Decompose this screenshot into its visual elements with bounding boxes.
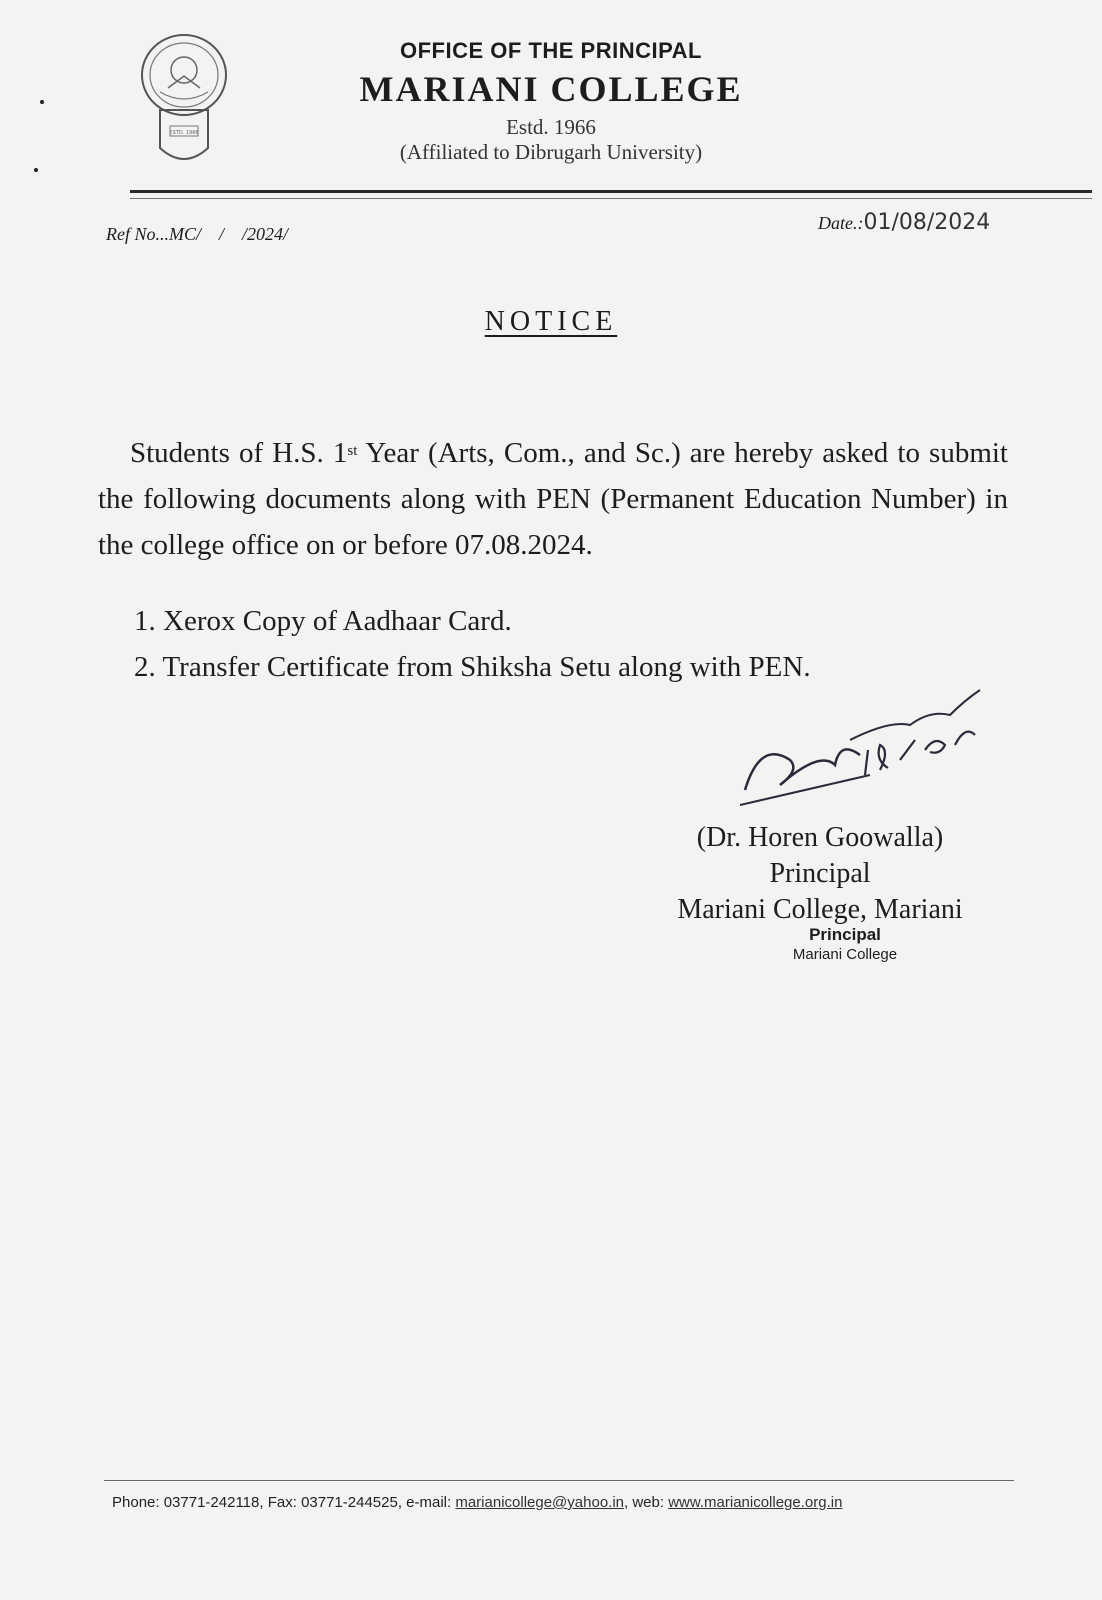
body-part2: Year (Arts, Com., and Sc.) are hereby asked to submit the following documents along with PEN (Permanent Education Number) in the college office on or before 07.08.2024. xyxy=(98,437,1008,561)
email-link[interactable]: marianicollege@yahoo.in xyxy=(455,1494,624,1511)
header-divider-thin xyxy=(130,198,1092,199)
website-link[interactable]: www.marianicollege.org.in xyxy=(668,1494,843,1511)
notice-body xyxy=(98,430,1008,568)
scan-speck xyxy=(34,168,38,172)
stamp-line1: Principal xyxy=(809,925,881,944)
reference-number: Ref No...MC/ / /2024/ xyxy=(106,224,288,244)
body-superscript: st xyxy=(347,443,358,459)
footer-contact xyxy=(112,1494,842,1511)
body-part1: Students of H.S. 1 xyxy=(130,437,348,469)
date-value: 01/08/2024 xyxy=(863,210,991,235)
svg-text:ESTD. 1966: ESTD. 1966 xyxy=(169,130,199,136)
document-list xyxy=(134,598,811,690)
handwritten-signature xyxy=(740,680,990,820)
signatory-name: (Dr. Horen Goowalla) xyxy=(696,822,944,853)
fax-number: 03771-244525 xyxy=(301,1494,398,1511)
affiliation: (Affiliated to Dibrugarh University) xyxy=(399,140,703,164)
web-label: , web: xyxy=(624,1494,669,1511)
established-year: Estd. 1966 xyxy=(506,115,596,139)
signature-block xyxy=(640,820,1000,928)
email-label: , e-mail: xyxy=(397,1494,456,1511)
phone-number: 03771-242118 xyxy=(163,1494,260,1511)
header-divider xyxy=(130,190,1092,193)
office-heading: OFFICE OF THE PRINCIPAL xyxy=(400,38,702,63)
notice-title: NOTICE xyxy=(484,306,618,337)
official-stamp xyxy=(745,925,945,965)
signatory-org: Mariani College, Mariani xyxy=(677,894,963,925)
college-name: MARIANI COLLEGE xyxy=(359,69,743,109)
list-item: 2. Transfer Certificate from Shiksha Setu along with PEN. xyxy=(134,651,811,683)
fax-label: , Fax: xyxy=(259,1494,302,1511)
date-label: Date.: xyxy=(818,213,864,233)
signatory-title: Principal xyxy=(769,858,871,889)
footer-divider xyxy=(104,1480,1014,1481)
stamp-line2: Mariani College xyxy=(792,946,898,963)
list-item: 1. Xerox Copy of Aadhaar Card. xyxy=(134,605,512,637)
notice-date xyxy=(818,210,990,235)
phone-label: Phone: xyxy=(112,1494,164,1511)
